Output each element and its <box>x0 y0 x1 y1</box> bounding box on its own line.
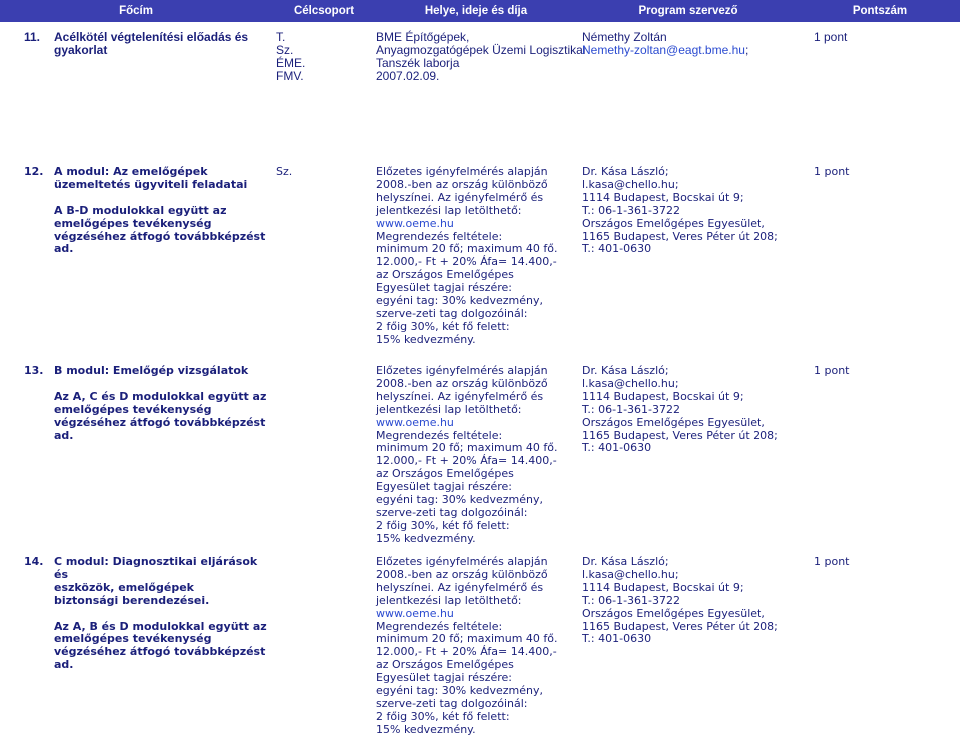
oeme-link[interactable]: www.oeme.hu <box>376 216 454 230</box>
row-location: BME Építőgépek, Anyagmozgatógépek Üzemi Logisztikai Tanszék laborja 2007.02.09. <box>376 30 586 83</box>
row-number: 12. <box>24 165 44 178</box>
row-points: 1 pont <box>814 30 848 44</box>
row-points: 1 pont <box>814 555 850 568</box>
row-location: Előzetes igényfelmérés alapján 2008.-ben az ország különböző helyszínei. Az igényfelmérő és jelentkezési lap letölthető: www.oeme.hu Megrendezés feltétele: minimum 20 fő; maximum 40 fő. 12.000,- Ft + 20% Áfa= 14.400,- az Országos Emelőgépes Egyesület tagjai részére: egyéni tag: 30% kedvezmény, szerve-zeti tag dolgozóinál: 2 főig 30%, két fő felett: 15% kedvezmény. <box>376 556 576 737</box>
row-organizer: Némethy Zoltán Nemethy-zoltan@eagt.bme.hu; <box>582 30 749 57</box>
row-title: B modul: Emelőgép vizsgálatok Az A, C és D modulokkal együtt az emelőgépes tevékenység végzéséhez átfogó továbbképzést ad. <box>54 364 267 442</box>
row-title: C modul: Diagnosztikai eljárások és eszközök, emelőgépek biztonsági berendezései. Az A, B és D modulokkal együtt az emelőgépes tevékenység végzéséhez átfogó továbbképzést ad. <box>54 555 267 672</box>
header-celcsoport: Célcsoport <box>293 5 355 17</box>
row-number: 14. <box>24 555 44 568</box>
row-points: 1 pont <box>814 165 850 178</box>
row-points: 1 pont <box>814 364 850 377</box>
row-title: Acélkötél végtelenítési előadás és gyakorlat <box>54 30 249 57</box>
row-organizer: Dr. Kása László; l.kasa@chello.hu; 1114 Budapest, Bocskai út 9; T.: 06-1-361-3722 Országos Emelőgépes Egyesület, 1165 Budapest, Veres Péter út 208; T.: 401-0630 <box>582 555 778 646</box>
header-focim: Főcím <box>119 5 153 17</box>
row-organizer: Dr. Kása László; l.kasa@chello.hu; 1114 Budapest, Bocskai út 9; T.: 06-1-361-3722 Országos Emelőgépes Egyesület, 1165 Budapest, Veres Péter út 208; T.: 401-0630 <box>582 165 778 256</box>
header-szervezo: Program szervező <box>638 5 738 17</box>
row-organizer: Dr. Kása László; l.kasa@chello.hu; 1114 Budapest, Bocskai út 9; T.: 06-1-361-3722 Országos Emelőgépes Egyesület, 1165 Budapest, Veres Péter út 208; T.: 401-0630 <box>582 364 778 455</box>
row-target-group: T. Sz. ÉME. FMV. <box>276 30 306 83</box>
row-title: A modul: Az emelőgépek üzemeltetés ügyviteli feladatai A B-D modulokkal együtt az emelőgépes tevékenység végzéséhez átfogó továbbképzést ad. <box>54 165 266 256</box>
email-link[interactable]: Nemethy-zoltan@eagt.bme.hu <box>582 42 745 57</box>
row-location: Előzetes igényfelmérés alapján 2008.-ben az ország különböző helyszínei. Az igényfelmérő és jelentkezési lap letölthető: www.oeme.hu Megrendezés feltétele: minimum 20 fő; maximum 40 fő. 12.000,- Ft + 20% Áfa= 14.400,- az Országos Emelőgépes Egyesület tagjai részére: egyéni tag: 30% kedvezmény, szerve-zeti tag dolgozóinál: 2 főig 30%, két fő felett: 15% kedvezmény. <box>376 365 576 546</box>
table-header <box>0 0 960 22</box>
row-target-group: Sz. <box>276 165 293 178</box>
oeme-link[interactable]: www.oeme.hu <box>376 415 454 429</box>
row-location: Előzetes igényfelmérés alapján 2008.-ben az ország különböző helyszínei. Az igényfelmérő és jelentkezési lap letölthető: www.oeme.hu Megrendezés feltétele: minimum 20 fő; maximum 40 fő. 12.000,- Ft + 20% Áfa= 14.400,- az Országos Emelőgépes Egyesület tagjai részére: egyéni tag: 30% kedvezmény, szerve-zeti tag dolgozóinál: 2 főig 30%, két fő felett: 15% kedvezmény. <box>376 166 576 347</box>
oeme-link[interactable]: www.oeme.hu <box>376 606 454 620</box>
header-pontszam: Pontszám <box>852 5 908 17</box>
row-number: 11. <box>24 30 41 44</box>
header-helye: Helye, ideje és díja <box>424 5 528 17</box>
row-number: 13. <box>24 364 44 377</box>
